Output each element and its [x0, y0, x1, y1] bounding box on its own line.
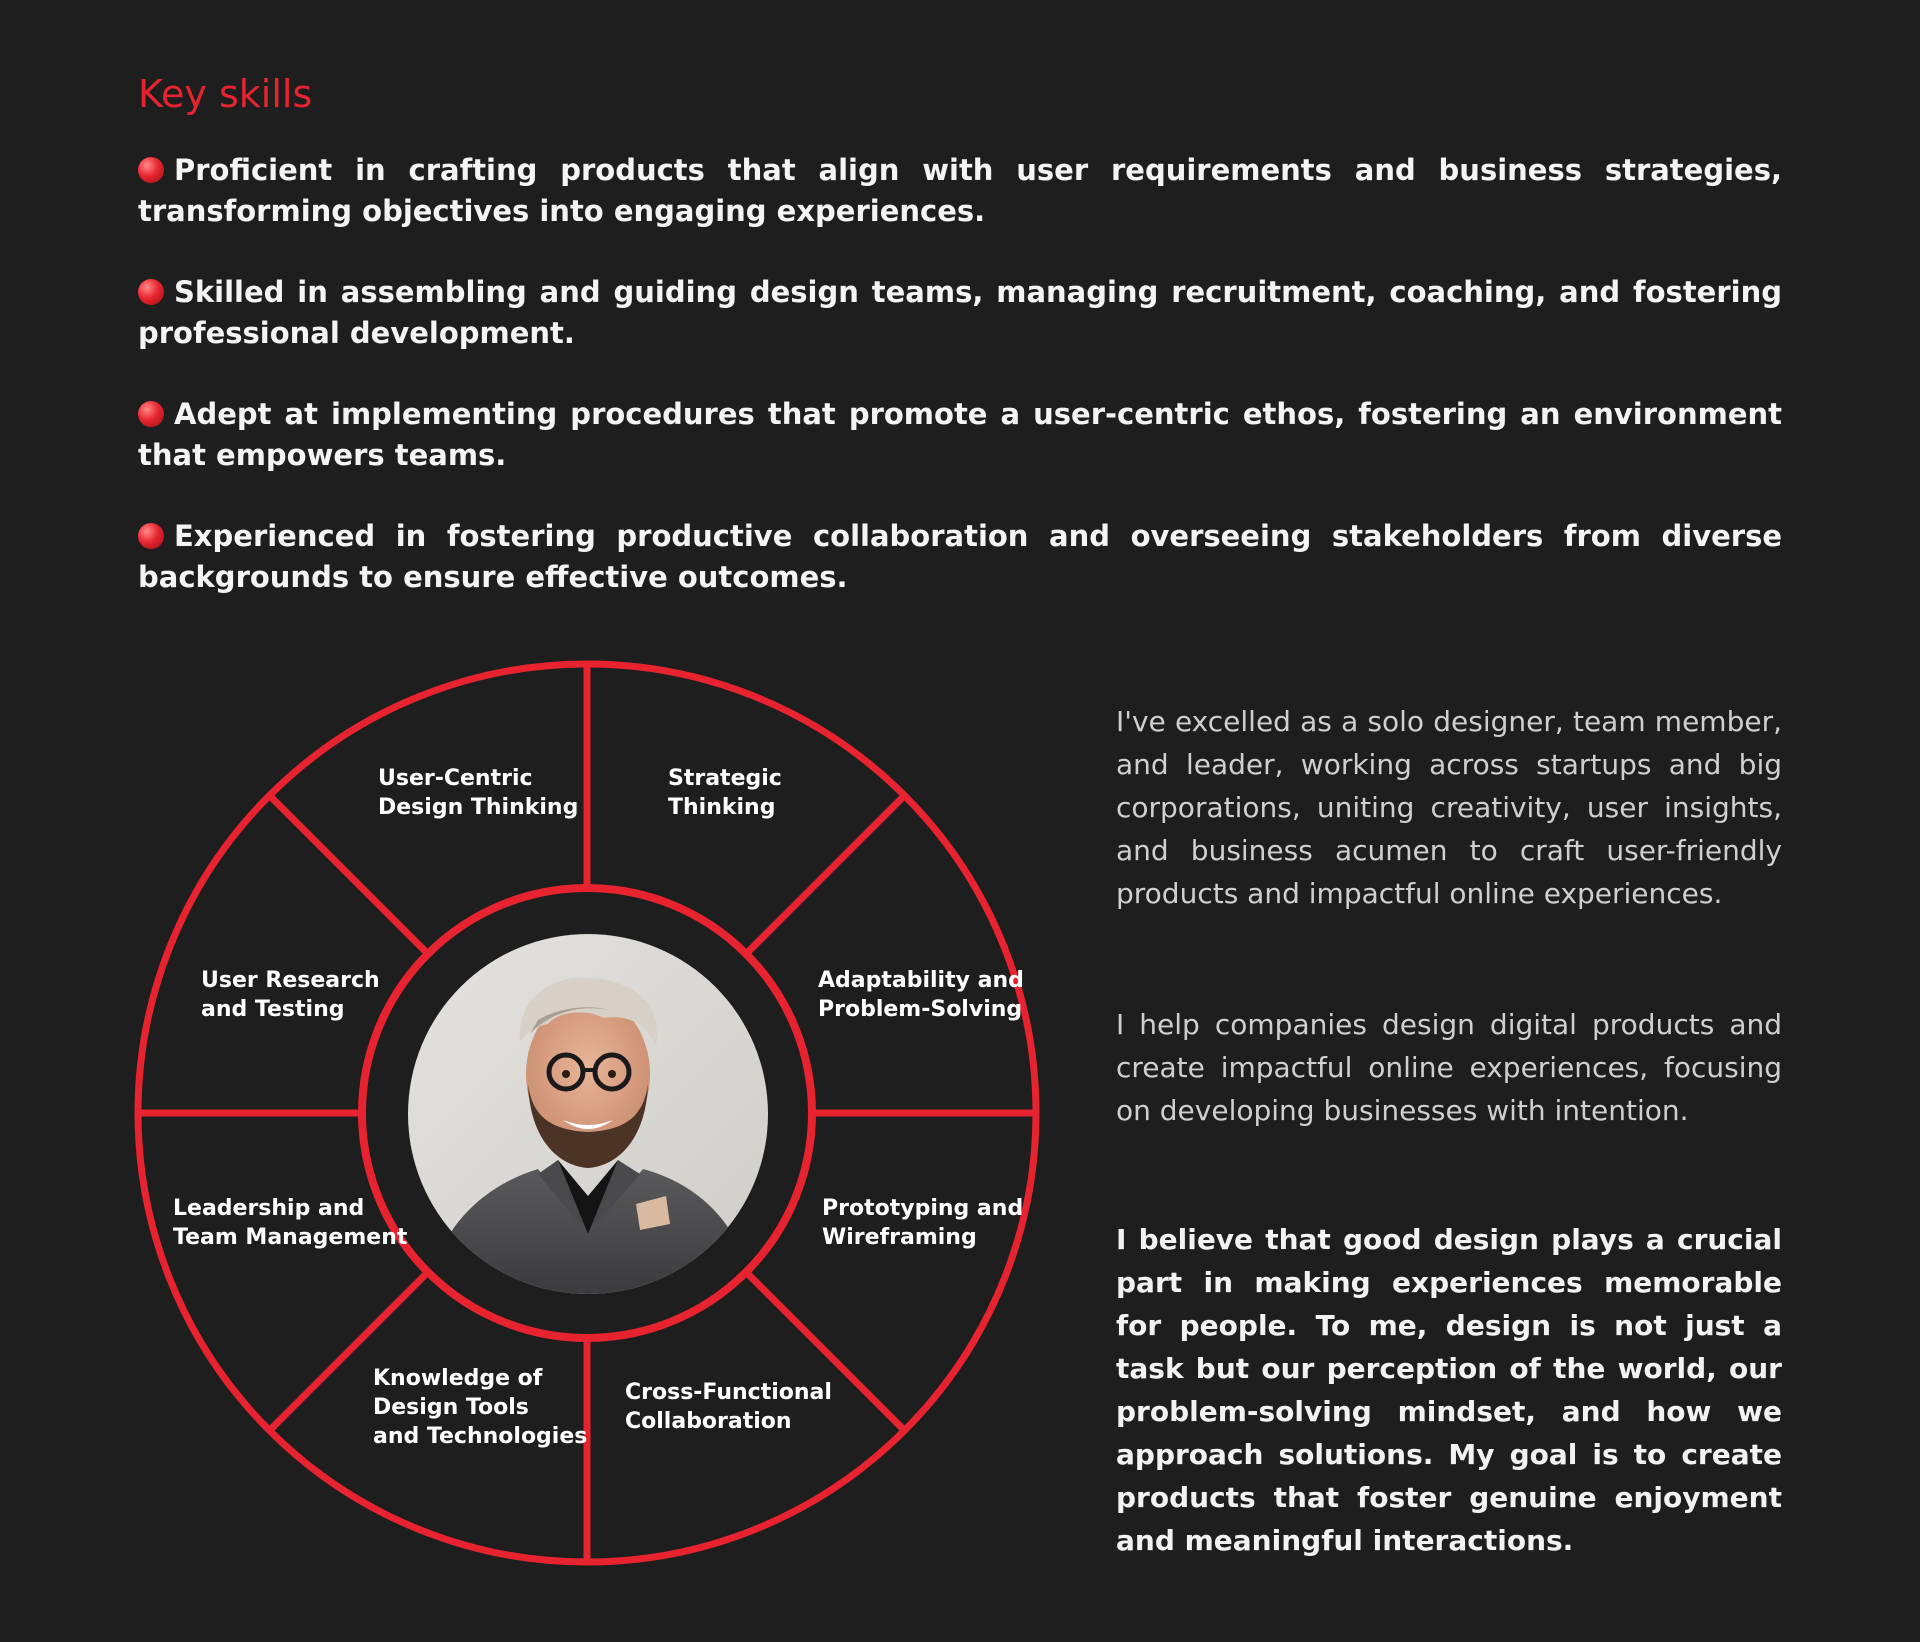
skill-text: Skilled in assembling and guiding design teams, managing recruitment, coaching, and fostering professional development. [138, 275, 1782, 350]
profile-photo [408, 934, 768, 1294]
red-dot-icon [138, 401, 164, 427]
section-heading: Key skills [138, 72, 313, 116]
red-dot-icon [138, 157, 164, 183]
red-dot-icon [138, 279, 164, 305]
skill-item [138, 272, 1782, 354]
red-dot-icon [138, 523, 164, 549]
segment-prototyping-wireframing: Prototyping and Wireframing [822, 1196, 1024, 1250]
skill-text: Experienced in fostering productive collaboration and overseeing stakeholders from diverse backgrounds to ensure effective outcomes. [138, 519, 1782, 594]
segment-adaptability-problem-solving: Adaptability and Problem-Solving [818, 968, 1024, 1022]
segment-design-tools-technologies: Knowledge of Design Tools and Technologies [373, 1366, 588, 1449]
about-paragraph-experience: I've excelled as a solo designer, team member, and leader, working across startups and big corporations, uniting creativity, user insights, and business acumen to craft user-friendly products and impactful online experiences. [1116, 705, 1782, 910]
about-paragraph-philosophy: I believe that good design plays a crucial part in making experiences memorable for people. To me, design is not just a task but our perception of the world, our problem-solving mindset, and how we approach solutions. My goal is to create products that foster genuine enjoyment and meaningful interactions. [1116, 1223, 1782, 1557]
segment-leadership-team-management: Leadership and Team Management [173, 1196, 408, 1250]
skill-text: Proficient in crafting products that align with user requirements and business strategies, transforming objectives into engaging experiences. [138, 153, 1782, 228]
skill-item [138, 150, 1782, 232]
segment-cross-functional-collaboration: Cross-Functional Collaboration [625, 1380, 832, 1434]
skill-item [138, 516, 1782, 598]
key-skills-list [138, 150, 1782, 638]
about-paragraph-services: I help companies design digital products and create impactful online experiences, focusing on developing businesses with intention. [1116, 1008, 1782, 1127]
skill-item [138, 394, 1782, 476]
segment-user-centric-design-thinking: User-Centric Design Thinking [378, 766, 579, 820]
skills-wheel [132, 658, 1042, 1568]
skill-text: Adept at implementing procedures that promote a user-centric ethos, fostering an environment that empowers teams. [138, 397, 1782, 472]
segment-strategic-thinking: Strategic Thinking [668, 766, 782, 820]
segment-user-research-testing: User Research and Testing [201, 968, 380, 1022]
